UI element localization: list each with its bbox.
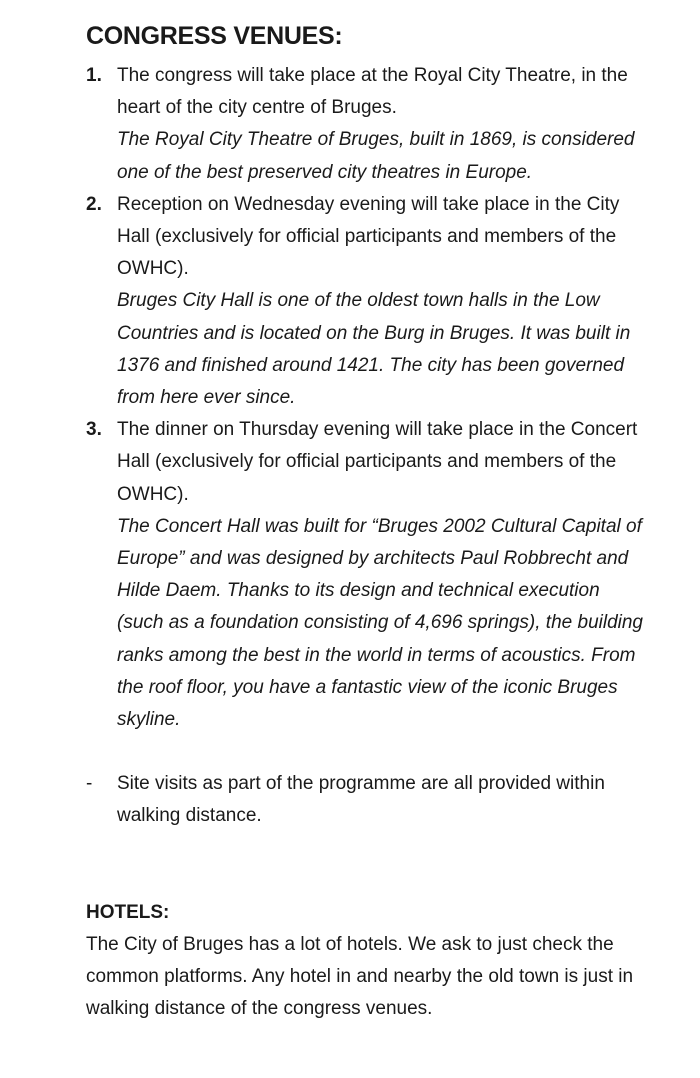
venue-description: The congress will take place at the Royal City Theatre, in the heart of the city centre of Bruges.	[117, 65, 628, 119]
venue-description: Reception on Wednesday evening will take place in the City Hall (exclusively for official participants and members of the OWHC).	[117, 193, 620, 280]
venue-item-3	[86, 414, 646, 736]
document-page	[86, 18, 646, 1025]
hotels-heading: HOTELS:	[86, 901, 170, 923]
hotels-paragraph: The City of Bruges has a lot of hotels. We ask to just check the common platforms. Any hotel in and nearby the old town is just in walking distance of the congress venues.	[86, 933, 634, 1020]
venue-number: 1.	[86, 65, 102, 86]
venue-item-1	[86, 60, 646, 189]
venue-number: 2.	[86, 193, 102, 215]
venue-description: The dinner on Thursday evening will take place in the Concert Hall (exclusively for official participants and members of the OWHC).	[117, 419, 638, 505]
site-visits-note	[86, 768, 646, 832]
note-bullet: -	[86, 773, 93, 795]
note-text: Site visits as part of the programme are all provided within walking distance.	[117, 773, 605, 827]
venue-item-2	[86, 189, 646, 414]
venue-detail: The Concert Hall was built for “Bruges 2002 Cultural Capital of Europe” and was designed by architects Paul Robbrecht and Hilde Daem. Thanks to its design and technical execution (such as a foundation consisting of 4,696 springs), the building ranks among the best in the world in terms of acoustics. From the roof floor, you have a fantastic view of the iconic Bruges skyline.	[117, 515, 643, 731]
venue-detail: Bruges City Hall is one of the oldest town halls in the Low Countries and is located on the Burg in Bruges. It was built in 1376 and finished around 1421. The city has been governed from here ever since.	[117, 290, 631, 409]
venue-detail: The Royal City Theatre of Bruges, built in 1869, is considered one of the best preserved city theatres in Europe.	[117, 129, 635, 183]
venue-number: 3.	[86, 419, 102, 441]
congress-venues-heading: CONGRESS VENUES:	[86, 22, 343, 50]
